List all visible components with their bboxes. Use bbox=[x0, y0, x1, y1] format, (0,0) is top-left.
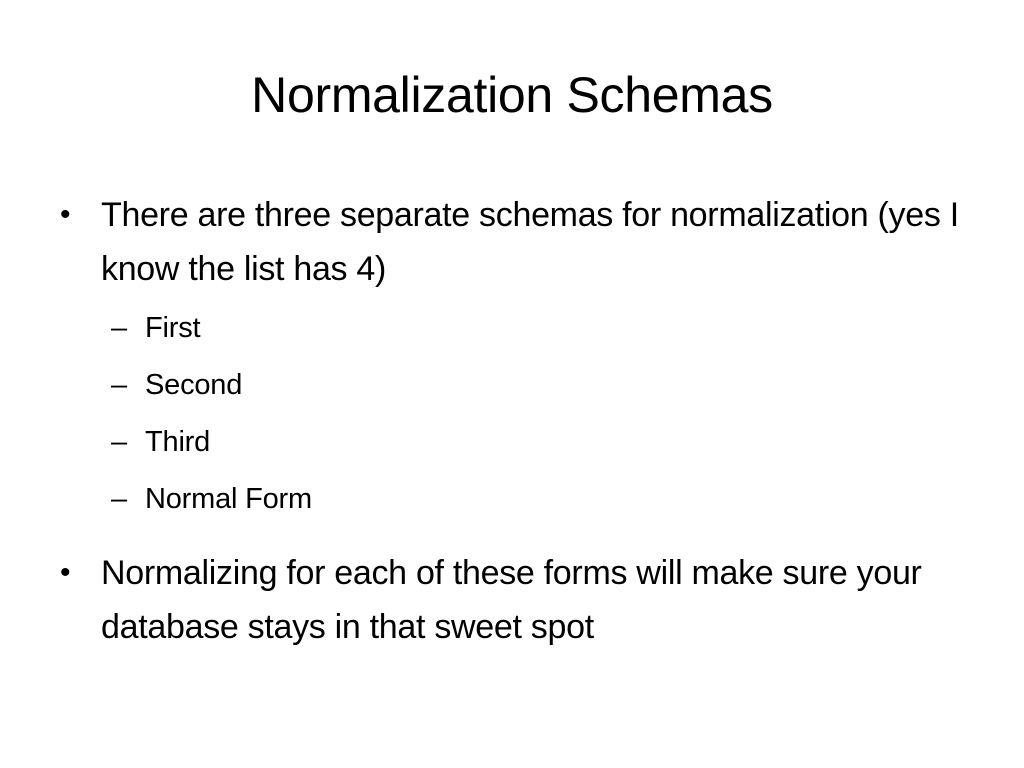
sub-bullet-text: Second bbox=[145, 369, 243, 401]
sub-bullet-text: First bbox=[145, 312, 201, 344]
dash-icon: – bbox=[111, 483, 127, 515]
dash-icon: – bbox=[111, 369, 127, 401]
sub-bullet-text: Normal Form bbox=[145, 483, 312, 515]
sub-bullet-text: Third bbox=[145, 426, 211, 458]
bullet-text: Normalizing for each of these forms will make sure your database stays in that sweet spot bbox=[101, 554, 922, 646]
sub-bullet-item bbox=[101, 357, 976, 414]
dash-icon: – bbox=[111, 426, 127, 458]
dash-icon: – bbox=[111, 312, 127, 344]
sub-bullet-item bbox=[101, 414, 976, 471]
bullet-list bbox=[56, 188, 976, 654]
bullet-icon: • bbox=[60, 556, 71, 589]
slide-title: Normalization Schemas bbox=[251, 67, 773, 123]
sub-bullet-item bbox=[101, 300, 976, 357]
bullet-icon: • bbox=[60, 198, 71, 231]
sub-bullet-item bbox=[101, 471, 976, 528]
sub-bullet-list bbox=[101, 300, 976, 528]
bullet-item bbox=[56, 188, 976, 528]
bullet-text: There are three separate schemas for normalization (yes I know the list has 4) bbox=[101, 196, 959, 288]
bullet-item bbox=[56, 546, 976, 654]
